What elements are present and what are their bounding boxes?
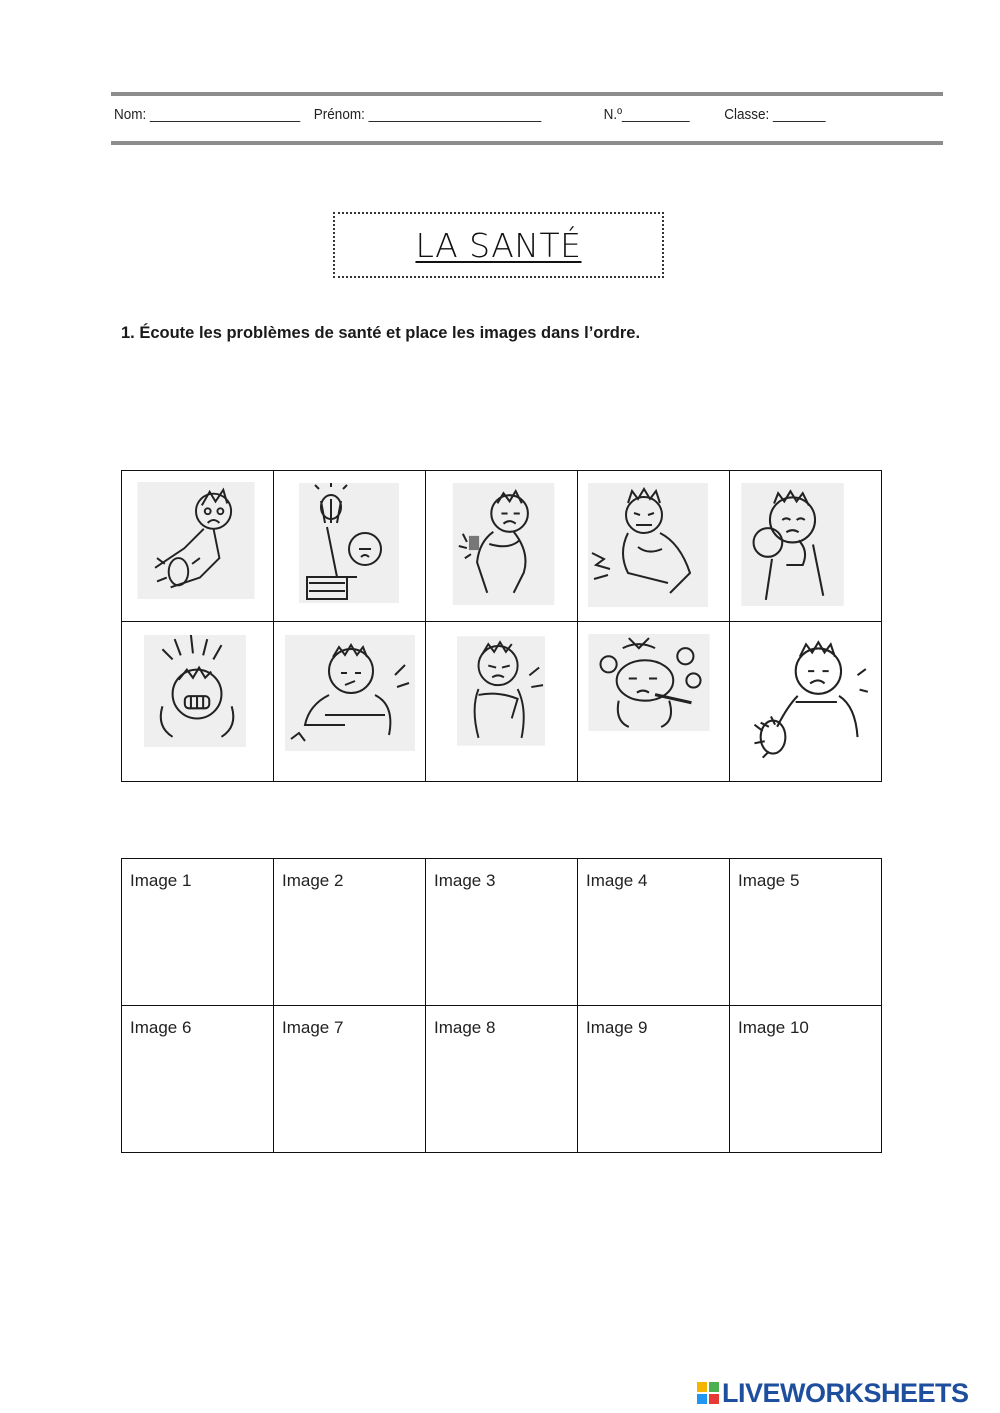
header-top-rule bbox=[111, 92, 943, 96]
headache-icon[interactable] bbox=[142, 635, 248, 747]
answer-cell[interactable] bbox=[426, 1006, 578, 1153]
toothache-icon[interactable] bbox=[740, 483, 845, 606]
logo-text: LIVEWORKSHEETS bbox=[722, 1377, 969, 1408]
answer-cell-label: Image 5 bbox=[738, 871, 800, 890]
exercise-instruction: 1. Écoute les problèmes de santé et place les images dans l’ordre. bbox=[121, 324, 641, 342]
answer-cell-label: Image 1 bbox=[130, 871, 192, 890]
answer-cell[interactable] bbox=[274, 1006, 426, 1153]
back-pain-icon[interactable] bbox=[451, 483, 556, 605]
picture-cell bbox=[274, 622, 426, 782]
picture-cell bbox=[122, 622, 274, 782]
stomach-ache-icon[interactable] bbox=[588, 483, 708, 607]
fever-icon[interactable] bbox=[588, 634, 710, 731]
picture-row bbox=[122, 471, 882, 622]
answer-cell[interactable] bbox=[122, 859, 274, 1006]
title-box bbox=[333, 212, 664, 278]
elbow-pain-icon[interactable] bbox=[284, 635, 416, 751]
answer-cell[interactable] bbox=[730, 859, 882, 1006]
nom-field[interactable]: Nom: ____________________ bbox=[114, 106, 301, 123]
answer-cell-label: Image 7 bbox=[282, 1018, 344, 1037]
answer-cell[interactable] bbox=[730, 1006, 882, 1153]
logo-block bbox=[697, 1394, 707, 1404]
answer-cell-label: Image 6 bbox=[130, 1018, 192, 1037]
logo-block bbox=[697, 1382, 707, 1392]
answer-cell[interactable] bbox=[578, 1006, 730, 1153]
answer-cell[interactable] bbox=[578, 859, 730, 1006]
finger-pain-icon[interactable] bbox=[298, 483, 400, 603]
picture-grid bbox=[121, 470, 882, 782]
picture-cell bbox=[730, 471, 882, 622]
hand-pain-icon[interactable] bbox=[744, 634, 868, 768]
answer-cell-label: Image 8 bbox=[434, 1018, 496, 1037]
answer-row bbox=[122, 1006, 882, 1153]
picture-cell bbox=[578, 622, 730, 782]
picture-cell bbox=[122, 471, 274, 622]
logo-blocks-icon bbox=[697, 1382, 719, 1404]
classe-field[interactable]: Classe: _______ bbox=[724, 106, 826, 123]
picture-cell bbox=[426, 471, 578, 622]
answer-cell-label: Image 10 bbox=[738, 1018, 809, 1037]
answer-grid bbox=[121, 858, 882, 1153]
answer-row bbox=[122, 859, 882, 1006]
logo-block bbox=[709, 1394, 719, 1404]
picture-cell bbox=[730, 622, 882, 782]
answer-cell[interactable] bbox=[426, 859, 578, 1006]
answer-cell[interactable] bbox=[274, 859, 426, 1006]
prenom-field[interactable]: Prénom: _______________________ bbox=[313, 106, 542, 123]
answer-cell[interactable] bbox=[122, 1006, 274, 1153]
knee-pain-icon[interactable] bbox=[135, 482, 257, 599]
page-title: LA SANTÉ bbox=[415, 225, 582, 265]
picture-cell bbox=[578, 471, 730, 622]
answer-cell-label: Image 4 bbox=[586, 871, 648, 890]
header-bottom-rule bbox=[111, 141, 943, 145]
liveworksheets-logo bbox=[697, 1376, 969, 1410]
picture-row bbox=[122, 622, 882, 782]
answer-cell-label: Image 9 bbox=[586, 1018, 648, 1037]
answer-cell-label: Image 2 bbox=[282, 871, 344, 890]
picture-cell bbox=[274, 471, 426, 622]
answer-cell-label: Image 3 bbox=[434, 871, 496, 890]
shoulder-pain-icon[interactable] bbox=[457, 635, 545, 747]
picture-cell bbox=[426, 622, 578, 782]
student-info-row bbox=[114, 104, 852, 128]
logo-block bbox=[709, 1382, 719, 1392]
numero-field[interactable]: N.º_________ bbox=[603, 106, 690, 123]
